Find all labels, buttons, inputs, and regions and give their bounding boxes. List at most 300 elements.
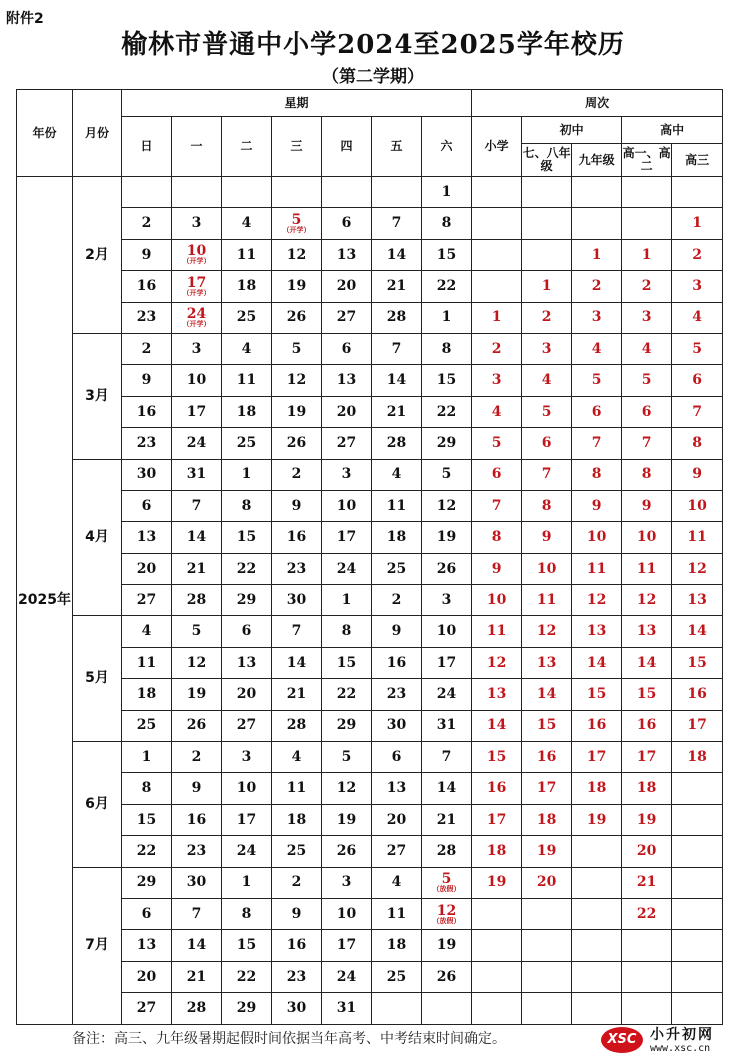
day-number: 16 — [286, 529, 307, 546]
week-number-cell — [472, 239, 522, 270]
day-number: 16 — [136, 403, 157, 420]
week-number-cell: 2 — [622, 271, 672, 302]
day-number: 9 — [291, 905, 302, 922]
day-cell — [272, 553, 322, 584]
week-number-cell: 7 — [472, 490, 522, 521]
day-number: 3 — [441, 591, 452, 608]
day-cell — [422, 898, 472, 929]
day-number: 13 — [336, 372, 357, 389]
week-number-cell: 14 — [472, 710, 522, 741]
day-cell — [422, 836, 472, 867]
day-cell — [422, 616, 472, 647]
week-number-cell: 5 — [572, 365, 622, 396]
day-number: 29 — [436, 434, 457, 451]
day-cell — [272, 585, 322, 616]
day-cell — [372, 396, 422, 427]
day-number: 14 — [436, 780, 457, 797]
week-number-cell: 10 — [472, 585, 522, 616]
week-number-cell — [522, 208, 572, 239]
day-note: （放假） — [432, 885, 461, 894]
week-number-cell: 20 — [622, 836, 672, 867]
week-number-cell: 13 — [622, 616, 672, 647]
day-number: 4 — [141, 623, 152, 640]
day-number: 15 — [236, 529, 257, 546]
day-number: 26 — [436, 968, 457, 985]
day-cell — [322, 490, 372, 521]
day-cell — [422, 177, 472, 208]
week-number-cell: 8 — [472, 522, 522, 553]
day-number: 1 — [441, 309, 452, 326]
day-cell — [172, 333, 222, 364]
day-cell — [422, 428, 472, 459]
day-cell — [372, 710, 422, 741]
day-cell — [272, 428, 322, 459]
week-number-cell — [522, 961, 572, 992]
day-cell — [422, 961, 472, 992]
day-number: 5 — [191, 623, 202, 640]
week-number-cell: 11 — [622, 553, 672, 584]
week-number-cell: 4 — [522, 365, 572, 396]
day-number: 6 — [141, 497, 152, 514]
day-number: 6 — [141, 905, 152, 922]
day-cell — [122, 898, 172, 929]
table-row — [17, 522, 723, 553]
day-number: 5 — [341, 748, 352, 765]
week-number-cell: 14 — [672, 616, 723, 647]
day-cell — [422, 679, 472, 710]
day-number: 10 — [186, 243, 207, 260]
day-cell — [172, 271, 222, 302]
table-row — [17, 898, 723, 929]
senior-header: 高中 — [622, 117, 723, 144]
day-cell — [322, 898, 372, 929]
day-cell — [122, 522, 172, 553]
day-number: 12 — [436, 497, 457, 514]
month-cell: 5月 — [73, 616, 122, 742]
day-number: 29 — [136, 874, 157, 891]
week-number-cell: 18 — [472, 836, 522, 867]
day-number: 16 — [286, 937, 307, 954]
day-number: 26 — [436, 560, 457, 577]
table-row — [17, 490, 723, 521]
week-number-cell: 16 — [522, 742, 572, 773]
page-subtitle: （第二学期） — [322, 67, 424, 87]
day-cell — [272, 177, 322, 208]
day-cell — [272, 302, 322, 333]
day-cell — [322, 459, 372, 490]
day-cell — [422, 396, 472, 427]
day-cell — [222, 585, 272, 616]
day-number: 8 — [241, 905, 252, 922]
week-number-cell: 13 — [472, 679, 522, 710]
day-cell — [172, 428, 222, 459]
day-cell — [222, 898, 272, 929]
day-note: （开学） — [182, 257, 211, 266]
week-number-cell: 1 — [572, 239, 622, 270]
junior-g9-header: 九年级 — [572, 144, 622, 177]
day-cell — [122, 710, 172, 741]
week-number-cell: 16 — [672, 679, 723, 710]
day-number: 16 — [136, 278, 157, 295]
table-row — [17, 333, 723, 364]
week-number-cell: 17 — [522, 773, 572, 804]
day-cell — [222, 239, 272, 270]
week-number-cell — [572, 993, 622, 1024]
day-number: 4 — [391, 466, 402, 483]
week-number-cell: 7 — [622, 428, 672, 459]
day-number: 7 — [291, 623, 302, 640]
day-cell — [322, 333, 372, 364]
day-cell — [272, 459, 322, 490]
day-number: 12 — [286, 372, 307, 389]
day-cell — [172, 647, 222, 678]
week-number-cell: 16 — [622, 710, 672, 741]
day-number: 25 — [236, 309, 257, 326]
day-cell — [272, 208, 322, 239]
day-cell — [172, 616, 222, 647]
week-number-cell: 6 — [472, 459, 522, 490]
month-cell: 6月 — [73, 742, 122, 868]
table-row — [17, 177, 723, 208]
day-number: 3 — [341, 874, 352, 891]
table-row — [17, 208, 723, 239]
day-number: 24 — [336, 560, 357, 577]
day-number: 13 — [136, 937, 157, 954]
day-number: 1 — [441, 183, 452, 200]
day-cell — [372, 930, 422, 961]
week-number-cell: 8 — [622, 459, 672, 490]
day-number: 31 — [336, 1000, 357, 1016]
day-cell — [122, 647, 172, 678]
day-number: 2 — [391, 591, 402, 608]
week-number-cell: 13 — [522, 647, 572, 678]
week-number-cell: 7 — [572, 428, 622, 459]
week-number-cell: 14 — [522, 679, 572, 710]
day-number: 23 — [186, 843, 207, 860]
day-number: 6 — [241, 623, 252, 640]
table-row — [17, 710, 723, 741]
week-number-cell — [622, 961, 672, 992]
week-number-cell: 18 — [672, 742, 723, 773]
day-number: 7 — [391, 215, 402, 232]
day-number: 5 — [291, 340, 302, 357]
day-cell — [222, 867, 272, 898]
day-cell — [122, 742, 172, 773]
day-cell — [172, 773, 222, 804]
day-cell — [372, 428, 422, 459]
day-number: 20 — [136, 560, 157, 577]
day-cell — [272, 867, 322, 898]
day-cell — [272, 961, 322, 992]
day-cell — [122, 271, 172, 302]
day-number: 12 — [286, 246, 307, 263]
week-number-cell: 10 — [522, 553, 572, 584]
day-number: 9 — [141, 246, 152, 263]
table-row — [17, 647, 723, 678]
day-cell — [372, 773, 422, 804]
day-cell — [222, 365, 272, 396]
weekday-header-tue: 二 — [222, 117, 272, 177]
week-number-cell: 12 — [472, 647, 522, 678]
day-number: 18 — [286, 811, 307, 828]
day-cell — [372, 961, 422, 992]
day-number: 22 — [236, 968, 257, 985]
day-cell — [272, 930, 322, 961]
day-number: 21 — [436, 811, 457, 828]
day-cell — [322, 365, 372, 396]
day-number: 21 — [386, 403, 407, 420]
day-number: 17 — [186, 274, 207, 291]
day-number: 19 — [186, 686, 207, 703]
day-number: 17 — [186, 403, 207, 420]
day-cell — [122, 459, 172, 490]
day-cell — [222, 647, 272, 678]
week-number-cell — [572, 961, 622, 992]
junior-header: 初中 — [522, 117, 622, 144]
month-cell: 4月 — [73, 459, 122, 616]
week-number-cell — [622, 930, 672, 961]
day-cell — [172, 302, 222, 333]
day-number: 26 — [286, 434, 307, 451]
week-number-cell — [672, 898, 723, 929]
day-cell — [322, 553, 372, 584]
day-number: 15 — [436, 246, 457, 263]
day-number: 3 — [191, 215, 202, 232]
day-cell — [322, 428, 372, 459]
day-cell — [322, 208, 372, 239]
day-cell — [172, 522, 222, 553]
day-number: 11 — [136, 654, 157, 671]
day-cell — [172, 742, 222, 773]
day-cell — [222, 553, 272, 584]
day-cell — [322, 710, 372, 741]
day-cell — [372, 302, 422, 333]
day-cell — [322, 647, 372, 678]
week-number-cell: 14 — [572, 647, 622, 678]
day-cell — [322, 239, 372, 270]
day-cell — [122, 302, 172, 333]
day-cell — [222, 522, 272, 553]
day-number: 30 — [186, 874, 207, 891]
week-number-cell: 17 — [572, 742, 622, 773]
week-number-cell: 13 — [572, 616, 622, 647]
day-number: 10 — [186, 372, 207, 389]
day-cell — [272, 490, 322, 521]
weekday-header-sat: 六 — [422, 117, 472, 177]
day-cell — [372, 177, 422, 208]
week-number-cell: 18 — [622, 773, 672, 804]
day-cell — [272, 679, 322, 710]
week-number-cell: 12 — [522, 616, 572, 647]
day-cell — [122, 396, 172, 427]
day-number: 30 — [286, 1000, 307, 1016]
week-number-cell: 11 — [672, 522, 723, 553]
day-number: 8 — [141, 780, 152, 797]
junior-g78-header: 七、八年级 — [522, 144, 572, 177]
day-cell — [222, 459, 272, 490]
senior-g12-header: 高一、高二 — [622, 144, 672, 177]
day-cell — [422, 239, 472, 270]
day-number: 8 — [241, 497, 252, 514]
week-number-cell — [672, 177, 723, 208]
day-number: 25 — [386, 968, 407, 985]
day-number: 2 — [191, 748, 202, 765]
day-number: 24 — [186, 306, 207, 323]
day-cell — [172, 930, 222, 961]
day-cell — [222, 836, 272, 867]
week-number-cell: 7 — [522, 459, 572, 490]
day-cell — [422, 993, 472, 1024]
day-cell — [372, 585, 422, 616]
day-number: 5 — [291, 212, 302, 229]
day-cell — [272, 647, 322, 678]
week-number-cell: 15 — [572, 679, 622, 710]
week-number-cell: 6 — [522, 428, 572, 459]
day-number: 20 — [336, 278, 357, 295]
week-number-cell — [472, 271, 522, 302]
day-cell — [172, 365, 222, 396]
day-number: 1 — [341, 591, 352, 608]
day-number: 18 — [386, 937, 407, 954]
day-cell — [172, 553, 222, 584]
table-row — [17, 396, 723, 427]
day-number: 19 — [436, 937, 457, 954]
day-number: 17 — [336, 529, 357, 546]
week-number-cell: 11 — [472, 616, 522, 647]
week-number-cell: 2 — [572, 271, 622, 302]
month-header: 月份 — [73, 90, 122, 177]
table-row — [17, 961, 723, 992]
week-number-cell: 6 — [672, 365, 723, 396]
week-number-cell: 14 — [622, 647, 672, 678]
day-cell — [122, 930, 172, 961]
day-number: 13 — [336, 246, 357, 263]
day-cell — [122, 177, 172, 208]
day-cell — [122, 616, 172, 647]
day-number: 27 — [136, 1000, 157, 1016]
day-number: 28 — [186, 591, 207, 608]
day-number: 22 — [236, 560, 257, 577]
year-cell: 2025年 — [17, 177, 73, 1025]
day-number: 26 — [186, 717, 207, 734]
day-number: 6 — [391, 748, 402, 765]
day-cell — [122, 961, 172, 992]
day-cell — [222, 616, 272, 647]
day-number: 2 — [141, 340, 152, 357]
day-note: （开学） — [182, 320, 211, 329]
day-cell — [422, 333, 472, 364]
day-cell — [222, 396, 272, 427]
week-number-cell — [572, 898, 622, 929]
week-number-cell — [472, 208, 522, 239]
day-number: 17 — [336, 937, 357, 954]
day-number: 22 — [136, 843, 157, 860]
day-number: 20 — [136, 968, 157, 985]
day-cell — [122, 773, 172, 804]
day-number: 23 — [136, 309, 157, 326]
day-number: 23 — [386, 686, 407, 703]
week-number-cell: 15 — [472, 742, 522, 773]
attachment-label: 附件2 — [6, 11, 44, 27]
day-number: 15 — [236, 937, 257, 954]
day-number: 6 — [341, 340, 352, 357]
day-cell — [122, 836, 172, 867]
week-number-cell — [472, 961, 522, 992]
week-number-cell: 17 — [672, 710, 723, 741]
week-number-cell: 19 — [622, 804, 672, 835]
week-number-cell: 5 — [472, 428, 522, 459]
day-cell — [422, 490, 472, 521]
day-cell — [372, 522, 422, 553]
week-number-cell — [622, 177, 672, 208]
day-number: 9 — [291, 497, 302, 514]
day-cell — [272, 365, 322, 396]
day-cell — [272, 836, 322, 867]
week-number-cell: 3 — [472, 365, 522, 396]
day-cell — [322, 773, 372, 804]
day-number: 27 — [336, 309, 357, 326]
day-number: 21 — [286, 686, 307, 703]
day-cell — [422, 522, 472, 553]
page-title: 榆林市普通中小学2024至2025学年校历 — [121, 30, 625, 60]
weekday-header-mon: 一 — [172, 117, 222, 177]
senior-g3-header: 高三 — [672, 144, 723, 177]
day-number: 6 — [341, 215, 352, 232]
day-cell — [272, 804, 322, 835]
day-cell — [222, 710, 272, 741]
table-row — [17, 428, 723, 459]
week-number-cell: 3 — [572, 302, 622, 333]
week-number-cell: 6 — [622, 396, 672, 427]
day-number: 29 — [236, 1000, 257, 1016]
week-number-cell: 12 — [672, 553, 723, 584]
day-cell — [222, 993, 272, 1024]
week-number-cell: 1 — [472, 302, 522, 333]
week-number-cell — [472, 930, 522, 961]
week-number-cell: 11 — [522, 585, 572, 616]
week-number-cell: 10 — [572, 522, 622, 553]
day-number: 14 — [186, 529, 207, 546]
day-number: 18 — [136, 686, 157, 703]
table-row — [17, 867, 723, 898]
weekday-header-sun: 日 — [122, 117, 172, 177]
week-number-cell: 19 — [572, 804, 622, 835]
day-number: 30 — [286, 591, 307, 608]
week-number-cell: 8 — [672, 428, 723, 459]
table-row — [17, 585, 723, 616]
table-row — [17, 930, 723, 961]
day-note: （开学） — [282, 226, 311, 235]
table-row — [17, 804, 723, 835]
day-cell — [122, 239, 172, 270]
day-number: 17 — [236, 811, 257, 828]
day-cell — [322, 177, 372, 208]
week-number-cell: 8 — [522, 490, 572, 521]
week-number-cell: 2 — [672, 239, 723, 270]
day-cell — [172, 710, 222, 741]
day-number: 26 — [286, 309, 307, 326]
day-number: 22 — [336, 686, 357, 703]
day-cell — [222, 742, 272, 773]
week-number-cell: 12 — [572, 585, 622, 616]
week-number-cell: 9 — [572, 490, 622, 521]
week-number-cell: 9 — [622, 490, 672, 521]
day-cell — [272, 773, 322, 804]
day-number: 15 — [136, 811, 157, 828]
day-cell — [172, 836, 222, 867]
week-number-cell — [572, 836, 622, 867]
day-number: 7 — [191, 497, 202, 514]
